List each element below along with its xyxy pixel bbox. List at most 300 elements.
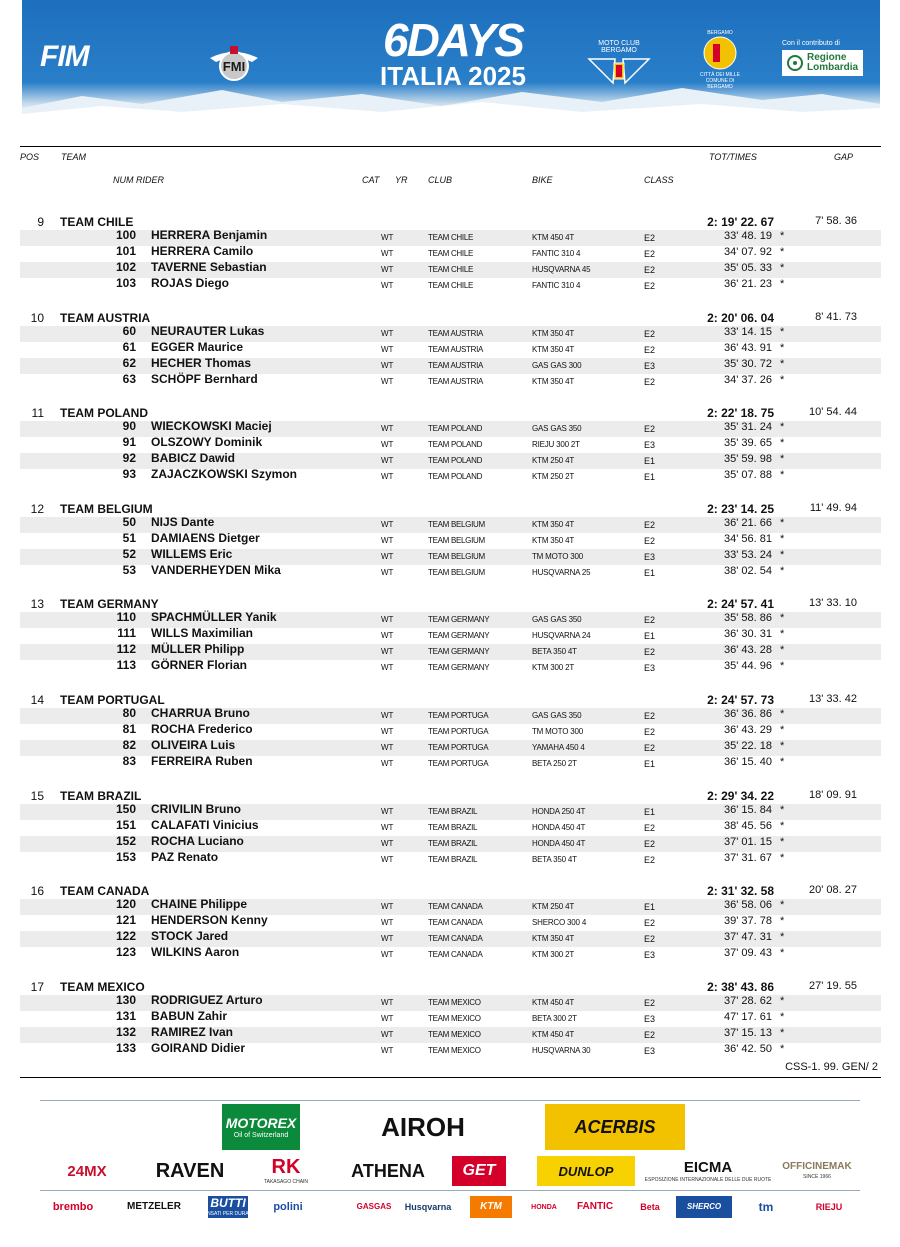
rider-number: 81 [122,722,136,736]
rider-time: 34' 37. 26 [724,373,772,386]
rider-bike: KTM 250 4T [532,902,575,912]
rider-number: 120 [115,897,136,912]
team-row [20,214,881,230]
sponsor-name: Husqvarna [404,1201,452,1212]
rider-mark: * [780,724,785,736]
rider-bike: HUSQVARNA 30 [532,1045,591,1055]
rider-club: TEAM AUSTRIA [428,344,484,354]
team-row [20,405,881,421]
rider-mark: * [780,437,785,450]
team-row [20,310,881,326]
rider-name: TAVERNE Sebastian [151,260,267,274]
rider-category: WT [381,265,394,274]
sponsor-name: KTM [480,1201,502,1212]
sponsor-logo [748,1196,784,1218]
rider-class: E2 [644,328,656,339]
col-bike: BIKE [532,175,553,185]
rider-category: WT [381,997,394,1007]
rider-bike: HUSQVARNA 25 [532,567,591,577]
rider-class: E2 [644,854,656,865]
team-name: TEAM PORTUGAL [60,693,165,707]
team-row [20,883,881,899]
rider-category: WT [381,1013,394,1023]
rider-category: WT [381,950,394,960]
rider-mark: * [780,1042,785,1055]
moto-club-name: MOTO CLUB BERGAMO [598,40,640,54]
rider-name: ROJAS Diego [151,276,230,290]
rider-number: 61 [122,339,136,354]
rider-number: 122 [115,929,136,944]
rider-time: 38' 45. 56 [724,819,772,832]
rider-time: 37' 01. 15 [724,835,772,848]
contrib-text: Con il contributo di [782,40,840,47]
rider-number: 92 [122,451,136,466]
rider-category: WT [381,328,394,338]
sponsor-logo [116,1196,192,1218]
rider-row [20,915,881,931]
rider-row [20,1008,881,1027]
rider-club: TEAM MEXICO [428,1013,481,1023]
rider-mark: * [780,453,785,466]
rider-bike: HONDA 250 4T [532,806,586,816]
page-footnote: CSS-1. 99. GEN/ 2 [785,1061,878,1073]
team-gap: 20' 08. 27 [809,884,857,897]
rider-time: 38' 02. 54 [724,564,772,577]
rider-club: TEAM GERMANY [428,647,490,657]
rider-class: E2 [644,711,656,721]
rider-class: E2 [644,233,656,243]
rider-time: 35' 39. 65 [724,437,772,450]
rider-bike: KTM 250 4T [532,456,575,466]
rider-category: WT [381,759,394,768]
rider-time: 34' 56. 81 [724,532,772,545]
rider-mark: * [780,1026,785,1039]
col-pos: POS [20,152,40,162]
rider-number: 131 [115,1008,136,1023]
bergamo-logo [694,30,746,90]
rider-time: 37' 09. 43 [724,947,772,960]
rider-mark: * [780,835,785,848]
team-position: 9 [37,215,44,229]
rider-category: WT [381,360,394,370]
rider-name: ROCHA Frederico [151,722,253,736]
team-total-time: 2: 29' 34. 22 [707,788,774,803]
rider-bike: KTM 300 2T [532,663,575,673]
rider-category: WT [381,727,394,736]
rider-club: TEAM POLAND [428,440,483,450]
sponsor-logo [150,1156,230,1186]
sponsor-name: EICMA [683,1158,733,1176]
rider-club: TEAM MEXICO [428,1045,481,1055]
lombardia-logo [782,40,863,76]
sponsor-tagline: TAKASAGO CHAIN [263,1179,309,1185]
team-total-time: 2: 24' 57. 41 [707,597,774,612]
rider-row [20,899,881,915]
rider-category: WT [381,376,394,386]
rider-number: 130 [115,992,136,1007]
rider-mark: * [780,341,785,354]
rider-name: SCHÖPF Bernhard [151,371,258,386]
rider-bike: KTM 450 4T [532,997,575,1007]
rider-name: FERREIRA Ruben [151,754,253,768]
rider-club: TEAM BRAZIL [428,822,478,832]
rider-bike: FANTIC 310 4 [532,249,581,258]
sponsor-name: ACERBIS [574,1117,656,1137]
sponsor-name: MOTOREX [225,1114,297,1131]
rider-bike: HUSQVARNA 24 [532,631,591,641]
team-position: 11 [31,406,44,421]
team-gap: 27' 19. 55 [809,979,857,992]
rider-number: 82 [122,738,136,752]
col-team: TEAM [61,152,87,162]
sponsor-tagline: SINCE 1966 [803,1174,831,1180]
sponsor-logo [470,1196,512,1218]
sponsor-logo [400,1196,456,1218]
rider-category: WT [381,440,394,450]
rider-row [20,530,881,549]
team-gap: 7' 58. 36 [815,215,857,227]
rider-category: WT [381,424,394,434]
rider-bike: SHERCO 300 4 [532,918,587,928]
rider-row [20,931,881,947]
rider-row [20,339,881,358]
rider-bike: KTM 450 4T [532,1029,575,1039]
rider-mark: * [780,660,785,673]
rider-name: CHAINE Philippe [151,897,248,912]
rider-mark: * [780,564,785,577]
rider-mark: * [780,899,785,912]
sponsor-name: GASGAS [356,1202,392,1211]
rider-mark: * [780,278,785,290]
rider-name: GOIRAND Didier [151,1040,246,1055]
rider-mark: * [780,644,785,657]
rider-row [20,262,881,278]
rider-row [20,421,881,437]
rider-time: 35' 30. 72 [724,357,772,370]
rider-mark: * [780,516,785,529]
rider-bike: GAS GAS 350 [532,711,582,720]
team-position: 10 [30,310,44,325]
team-gap: 10' 54. 44 [809,406,857,419]
rider-bike: BETA 350 4T [532,647,577,657]
rider-category: WT [381,551,394,561]
rider-class: E3 [644,663,656,674]
rider-mark: * [780,262,785,274]
rider-mark: * [780,708,785,720]
rider-time: 36' 42. 50 [724,1042,772,1055]
rider-time: 36' 15. 84 [724,803,772,816]
rider-club: TEAM CANADA [428,950,483,960]
rider-club: TEAM GERMANY [428,615,490,625]
team-row [20,692,881,708]
rider-row [20,437,881,453]
rider-club: TEAM BELGIUM [428,551,485,561]
rider-category: WT [381,711,394,720]
sponsor-logo [644,1156,772,1186]
rider-class: E2 [644,838,656,849]
sponsor-name: polini [273,1200,303,1213]
rider-category: WT [381,743,394,752]
rider-category: WT [381,281,394,290]
rider-row [20,644,881,660]
rider-name: HERRERA Camilo [151,244,254,258]
rider-name: WILLEMS Eric [151,546,233,561]
sponsor-logo [545,1104,685,1150]
rider-name: WIECKOWSKI Maciej [151,419,272,434]
rider-class: E2 [644,934,656,945]
rider-number: 91 [122,435,136,450]
rider-name: EGGER Maurice [151,339,244,354]
rider-number: 63 [122,371,136,386]
team-gap: 13' 33. 42 [809,693,857,705]
rider-category: WT [381,1029,394,1039]
rider-name: BABICZ Dawid [151,451,235,466]
rider-category: WT [381,822,394,832]
rider-mark: * [780,357,785,370]
rider-number: 83 [122,754,136,768]
rider-club: TEAM AUSTRIA [428,376,484,386]
rider-time: 39' 37. 78 [724,915,772,928]
rider-class: E2 [644,376,656,387]
team-position: 15 [30,788,44,803]
sponsor-logo [566,1196,624,1218]
rider-number: 132 [115,1024,136,1039]
rider-class: E2 [644,615,656,626]
rider-number: 123 [115,945,136,960]
sponsor-logo [362,1104,484,1150]
sponsor-rule-mid [40,1190,860,1191]
rider-bike: KTM 250 2T [532,472,575,482]
sponsor-name: RK [271,1156,301,1178]
sponsor-logo [354,1196,394,1218]
team-block [20,883,881,963]
rider-mark: * [780,532,785,545]
team-block [20,979,881,1059]
rider-club: TEAM PORTUGA [428,711,489,720]
rider-row [20,355,881,374]
rider-number: 150 [115,801,136,816]
rider-mark: * [780,851,785,864]
sponsor-tagline: Oil of Switzerland [233,1131,289,1139]
rider-category: WT [381,567,394,577]
rider-name: STOCK Jared [151,929,229,944]
rider-bike: BETA 350 4T [532,854,577,864]
team-gap: 8' 41. 73 [815,310,857,323]
sponsor-name: Beta [640,1201,660,1212]
fim-logo: FIM [40,40,89,73]
sponsor-logo [338,1156,438,1186]
rider-mark: * [780,756,785,768]
rider-club: TEAM POLAND [428,456,483,466]
rider-row [20,246,881,262]
rider-number: 51 [122,530,136,545]
rider-class: E2 [644,822,656,833]
rider-bike: HUSQVARNA 45 [532,265,591,274]
rider-name: BABUN Zahir [151,1008,228,1023]
sponsor-name: SHERCO [686,1202,722,1211]
rider-class: E3 [644,551,656,562]
rider-number: 101 [115,244,136,258]
team-block [20,788,881,868]
event-logo-sub: ITALIA 2025 [380,61,526,91]
col-class: CLASS [644,175,674,185]
rider-row [20,1040,881,1059]
sponsor-logo [258,1156,314,1186]
rider-club: TEAM CHILE [428,233,474,242]
rider-class: E1 [644,472,656,483]
rider-number: 60 [122,323,136,338]
rider-class: E2 [644,727,656,737]
svg-text:FMI: FMI [222,59,246,74]
rider-number: 53 [122,562,136,577]
rider-row [20,817,881,836]
rider-time: 36' 21. 66 [724,516,772,529]
rider-time: 34' 07. 92 [724,246,772,258]
sponsor-logo [676,1196,732,1218]
rider-number: 153 [115,849,136,864]
rider-category: WT [381,519,394,529]
rider-row [20,562,881,581]
team-total-time: 2: 20' 06. 04 [707,310,774,325]
rider-class: E3 [644,1045,656,1056]
rider-bike: GAS GAS 350 [532,615,582,625]
rider-bike: GAS GAS 300 [532,360,582,370]
rider-club: TEAM BRAZIL [428,806,478,816]
team-position: 12 [30,501,44,516]
rider-name: SPACHMÜLLER Yanik [151,610,277,625]
rider-mark: * [780,548,785,561]
rider-row [20,992,881,1011]
rider-time: 37' 47. 31 [724,931,772,944]
team-gap: 13' 33. 10 [809,597,857,610]
rider-mark: * [780,803,785,816]
rider-name: CRIVILIN Bruno [151,801,241,816]
rider-name: MÜLLER Philipp [151,642,245,657]
rider-mark: * [780,915,785,928]
rider-category: WT [381,902,394,912]
footer-rule [20,1077,881,1078]
rider-club: TEAM MEXICO [428,1029,481,1039]
sponsor-name: DUNLOP [558,1163,614,1179]
bergamo-motto: CITTÀ DEI MILLE [699,72,740,78]
rider-mark: * [780,325,785,338]
rider-club: TEAM POLAND [428,472,483,482]
rider-mark: * [780,421,785,434]
rider-name: WILLS Maximilian [151,626,254,641]
rider-class: E2 [644,743,656,753]
rider-mark: * [780,1010,785,1023]
sponsor-name: OFFICINEMAK [782,1161,852,1172]
team-name: TEAM BELGIUM [60,501,153,516]
rider-class: E2 [644,424,656,435]
rider-class: E2 [644,281,656,291]
rider-club: TEAM CANADA [428,918,483,928]
rider-club: TEAM PORTUGA [428,759,489,768]
team-gap: 11' 49. 94 [809,501,857,514]
team-name: TEAM CHILE [60,215,134,229]
sponsor-name: RAVEN [155,1160,225,1182]
header-banner [22,0,880,118]
rider-class: E3 [644,950,656,961]
rider-time: 36' 43. 28 [724,644,772,657]
rider-time: 33' 14. 15 [724,325,772,338]
rider-row [20,849,881,868]
rider-row [20,756,881,772]
rider-class: E2 [644,519,656,530]
rider-time: 36' 21. 23 [724,278,772,290]
team-row [20,501,881,517]
team-total-time: 2: 31' 32. 58 [707,884,774,899]
rider-mark: * [780,612,785,625]
sponsor-rule-top [40,1100,860,1101]
sponsor-logo [800,1196,858,1218]
col-club: CLUB [428,175,453,185]
rider-name: HERRERA Benjamin [151,228,268,242]
rider-number: 152 [115,833,136,848]
rider-number: 151 [115,817,136,832]
rider-category: WT [381,631,394,641]
rider-club: TEAM BRAZIL [428,854,478,864]
rider-bike: KTM 300 2T [532,950,575,960]
rider-club: TEAM MEXICO [428,997,481,1007]
col-num-rider: NUM RIDER [113,175,164,185]
rider-time: 36' 58. 06 [724,899,772,912]
rider-category: WT [381,233,394,242]
lombardia-box [782,50,863,76]
rider-category: WT [381,344,394,354]
sponsor-logo [42,1156,132,1186]
rider-number: 113 [116,658,136,673]
rider-name: ROCHA Luciano [151,833,244,848]
rider-club: TEAM CHILE [428,281,474,290]
rider-category: WT [381,249,394,258]
rider-number: 80 [122,706,136,720]
rider-number: 110 [116,610,136,625]
rider-club: TEAM GERMANY [428,631,490,641]
rider-number: 52 [122,546,136,561]
rider-mark: * [780,947,785,960]
team-name: TEAM GERMANY [60,597,159,612]
team-name: TEAM POLAND [60,406,148,421]
rider-row [20,724,881,740]
rider-class: E3 [644,360,656,371]
event-logo-main: 6DAYS [383,14,523,66]
rider-name: CALAFATI Vinicius [151,817,259,832]
rider-name: WILKINS Aaron [151,945,240,960]
team-row [20,596,881,612]
rider-category: WT [381,535,394,545]
rider-mark: * [780,819,785,832]
rider-class: E2 [644,997,656,1008]
rider-club: TEAM BELGIUM [428,535,485,545]
rider-name: OLSZOWY Dominik [151,435,263,450]
rider-bike: BETA 250 2T [532,759,577,768]
rider-bike: TM MOTO 300 [532,551,583,561]
rider-class: E2 [644,344,656,355]
rider-class: E1 [644,806,656,817]
rider-time: 35' 05. 33 [724,262,772,274]
team-row [20,788,881,804]
rider-bike: BETA 300 2T [532,1013,577,1023]
rider-time: 36' 43. 91 [724,341,772,354]
team-total-time: 2: 38' 43. 86 [707,979,774,994]
rider-club: TEAM CHILE [428,249,474,258]
sponsor-logo [530,1196,558,1218]
rider-bike: RIEJU 300 2T [532,440,580,450]
rider-bike: KTM 350 4T [532,376,575,386]
rider-time: 36' 15. 40 [724,756,772,768]
rider-time: 35' 58. 86 [724,612,772,625]
